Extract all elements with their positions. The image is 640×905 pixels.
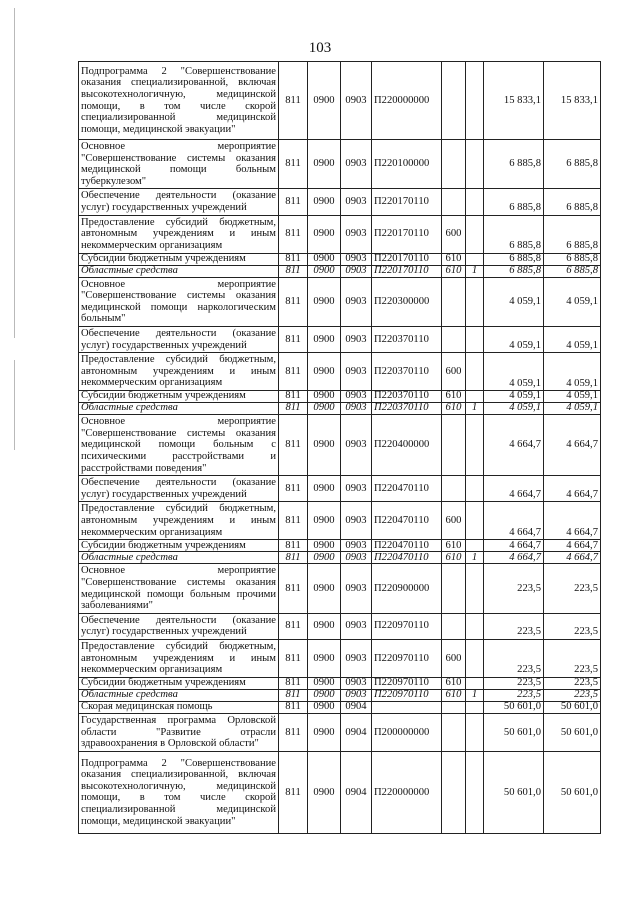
cell-gr: 811	[279, 62, 308, 140]
cell-csr: П220370110	[372, 353, 442, 391]
cell-vr	[442, 189, 466, 215]
cell-rz: 0900	[308, 564, 341, 613]
cell-rz: 0900	[308, 215, 341, 253]
page-number: 103	[308, 40, 332, 56]
cell-gr: 811	[279, 189, 308, 215]
cell-sum1: 223,5	[484, 677, 544, 689]
cell-csr: П220370110	[372, 403, 442, 415]
row-name: Субсидии бюджетным учреждениям	[79, 391, 279, 403]
cell-vr: 610	[442, 677, 466, 689]
table-row	[79, 140, 601, 189]
table-row	[79, 403, 601, 415]
table-row	[79, 277, 601, 326]
cell-src	[466, 277, 484, 326]
cell-sum2: 6 885,8	[544, 140, 601, 189]
cell-src: 1	[466, 265, 484, 277]
table-row	[79, 751, 601, 833]
cell-sum2: 6 885,8	[544, 253, 601, 265]
cell-sum2: 4 059,1	[544, 391, 601, 403]
budget-table	[78, 61, 601, 834]
cell-sum1: 15 833,1	[484, 62, 544, 140]
cell-pr: 0903	[341, 215, 372, 253]
cell-sum1: 6 885,8	[484, 265, 544, 277]
cell-csr: П220470110	[372, 540, 442, 552]
cell-sum1: 4 059,1	[484, 326, 544, 352]
cell-vr	[442, 415, 466, 476]
cell-sum2: 6 885,8	[544, 265, 601, 277]
cell-gr: 811	[279, 403, 308, 415]
row-name: Скорая медицинская помощь	[79, 701, 279, 713]
cell-csr: П220170110	[372, 253, 442, 265]
table-row	[79, 502, 601, 540]
row-name: Основное мероприятие "Совершенствование системы оказания медицинской помощи больным с психическими расстройствами и расстройствами поведения"	[79, 415, 279, 476]
cell-rz: 0900	[308, 326, 341, 352]
table-row	[79, 564, 601, 613]
cell-sum2: 6 885,8	[544, 215, 601, 253]
table-row	[79, 189, 601, 215]
cell-gr: 811	[279, 639, 308, 677]
cell-sum1: 6 885,8	[484, 140, 544, 189]
cell-pr: 0903	[341, 253, 372, 265]
cell-gr: 811	[279, 253, 308, 265]
cell-gr: 811	[279, 677, 308, 689]
cell-pr: 0903	[341, 476, 372, 502]
cell-gr: 811	[279, 140, 308, 189]
cell-csr: П220000000	[372, 751, 442, 833]
table-row	[79, 701, 601, 713]
cell-rz: 0900	[308, 502, 341, 540]
cell-vr: 600	[442, 353, 466, 391]
cell-gr: 811	[279, 552, 308, 564]
table-row	[79, 265, 601, 277]
cell-sum2: 223,5	[544, 639, 601, 677]
cell-vr	[442, 564, 466, 613]
cell-pr: 0903	[341, 140, 372, 189]
cell-sum2: 4 059,1	[544, 326, 601, 352]
cell-gr: 811	[279, 391, 308, 403]
cell-sum1: 4 059,1	[484, 403, 544, 415]
cell-sum2: 4 059,1	[544, 353, 601, 391]
cell-csr: П220170110	[372, 265, 442, 277]
cell-csr: П220370110	[372, 326, 442, 352]
cell-vr: 610	[442, 391, 466, 403]
cell-rz: 0900	[308, 189, 341, 215]
cell-gr: 811	[279, 689, 308, 701]
cell-sum2: 223,5	[544, 564, 601, 613]
cell-src	[466, 639, 484, 677]
cell-sum2: 4 664,7	[544, 476, 601, 502]
table-row	[79, 353, 601, 391]
table-row	[79, 639, 601, 677]
cell-gr: 811	[279, 751, 308, 833]
row-name: Субсидии бюджетным учреждениям	[79, 540, 279, 552]
cell-sum1: 4 664,7	[484, 540, 544, 552]
cell-pr: 0903	[341, 502, 372, 540]
cell-src: 1	[466, 689, 484, 701]
table-row	[79, 253, 601, 265]
cell-csr: П220370110	[372, 391, 442, 403]
cell-gr: 811	[279, 713, 308, 751]
cell-rz: 0900	[308, 613, 341, 639]
cell-src	[466, 502, 484, 540]
row-name: Предоставление субсидий бюджетным, автономным учреждениям и иным некоммерческим организациям	[79, 639, 279, 677]
cell-gr: 811	[279, 701, 308, 713]
cell-sum2: 4 664,7	[544, 552, 601, 564]
cell-vr	[442, 713, 466, 751]
cell-src	[466, 391, 484, 403]
cell-rz: 0900	[308, 552, 341, 564]
cell-sum1: 50 601,0	[484, 701, 544, 713]
cell-vr	[442, 140, 466, 189]
cell-vr	[442, 62, 466, 140]
row-name: Обеспечение деятельности (оказание услуг) государственных учреждений	[79, 326, 279, 352]
cell-rz: 0900	[308, 476, 341, 502]
cell-csr: П220970110	[372, 677, 442, 689]
table-row	[79, 326, 601, 352]
cell-gr: 811	[279, 502, 308, 540]
cell-pr: 0903	[341, 189, 372, 215]
cell-csr: П220900000	[372, 564, 442, 613]
row-name: Подпрограмма 2 "Совершенствование оказания специализированной, включая высокотехнологичную, медицинской помощи, в том числе скорой специализированной медицинской помощи, медицинской эвакуации"	[79, 62, 279, 140]
cell-pr: 0903	[341, 353, 372, 391]
cell-src	[466, 564, 484, 613]
cell-sum2: 4 059,1	[544, 277, 601, 326]
cell-sum1: 6 885,8	[484, 253, 544, 265]
cell-src	[466, 677, 484, 689]
cell-src: 1	[466, 403, 484, 415]
cell-rz: 0900	[308, 265, 341, 277]
cell-pr: 0903	[341, 415, 372, 476]
cell-src	[466, 253, 484, 265]
cell-gr: 811	[279, 353, 308, 391]
cell-src	[466, 353, 484, 391]
row-name: Обеспечение деятельности (оказание услуг) государственных учреждений	[79, 189, 279, 215]
cell-vr: 610	[442, 403, 466, 415]
table-row	[79, 62, 601, 140]
table-row	[79, 391, 601, 403]
cell-sum1: 6 885,8	[484, 189, 544, 215]
table-body	[79, 62, 601, 834]
cell-vr: 610	[442, 265, 466, 277]
cell-rz: 0900	[308, 751, 341, 833]
row-name: Обеспечение деятельности (оказание услуг) государственных учреждений	[79, 476, 279, 502]
row-name: Основное мероприятие "Совершенствование системы оказания медицинской помощи больным прочими заболеваниями"	[79, 564, 279, 613]
row-name: Субсидии бюджетным учреждениям	[79, 253, 279, 265]
cell-sum2: 223,5	[544, 689, 601, 701]
cell-pr: 0904	[341, 713, 372, 751]
cell-sum1: 4 059,1	[484, 391, 544, 403]
table-row	[79, 552, 601, 564]
row-name: Государственная программа Орловской области "Развитие отрасли здравоохранения в Орловской области"	[79, 713, 279, 751]
cell-rz: 0900	[308, 540, 341, 552]
cell-sum1: 223,5	[484, 639, 544, 677]
cell-pr: 0904	[341, 751, 372, 833]
cell-vr	[442, 751, 466, 833]
cell-sum2: 223,5	[544, 677, 601, 689]
cell-src	[466, 415, 484, 476]
cell-pr: 0903	[341, 391, 372, 403]
cell-sum2: 4 664,7	[544, 415, 601, 476]
cell-pr: 0903	[341, 564, 372, 613]
cell-sum2: 50 601,0	[544, 701, 601, 713]
cell-sum1: 4 664,7	[484, 552, 544, 564]
cell-sum1: 4 664,7	[484, 502, 544, 540]
cell-gr: 811	[279, 415, 308, 476]
cell-rz: 0900	[308, 639, 341, 677]
cell-sum2: 4 059,1	[544, 403, 601, 415]
cell-vr	[442, 613, 466, 639]
row-name: Обеспечение деятельности (оказание услуг) государственных учреждений	[79, 613, 279, 639]
cell-src	[466, 713, 484, 751]
cell-csr: П220970110	[372, 613, 442, 639]
cell-vr: 610	[442, 540, 466, 552]
cell-src	[466, 751, 484, 833]
table-row	[79, 415, 601, 476]
cell-pr: 0904	[341, 701, 372, 713]
cell-vr: 610	[442, 552, 466, 564]
table-row	[79, 677, 601, 689]
cell-gr: 811	[279, 326, 308, 352]
cell-csr: П220470110	[372, 552, 442, 564]
cell-sum2: 223,5	[544, 613, 601, 639]
cell-src	[466, 476, 484, 502]
cell-rz: 0900	[308, 689, 341, 701]
row-name: Предоставление субсидий бюджетным, автономным учреждениям и иным некоммерческим организациям	[79, 353, 279, 391]
cell-sum2: 50 601,0	[544, 751, 601, 833]
cell-vr	[442, 326, 466, 352]
cell-src	[466, 701, 484, 713]
row-name: Предоставление субсидий бюджетным, автономным учреждениям и иным некоммерческим организациям	[79, 215, 279, 253]
row-name: Субсидии бюджетным учреждениям	[79, 677, 279, 689]
scan-margin-line	[14, 8, 15, 338]
cell-gr: 811	[279, 613, 308, 639]
cell-src	[466, 326, 484, 352]
cell-rz: 0900	[308, 277, 341, 326]
cell-pr: 0903	[341, 403, 372, 415]
cell-rz: 0900	[308, 701, 341, 713]
cell-rz: 0900	[308, 391, 341, 403]
row-name: Областные средства	[79, 689, 279, 701]
cell-csr: П220170110	[372, 189, 442, 215]
table-row	[79, 689, 601, 701]
row-name: Основное мероприятие "Совершенствование системы оказания медицинской помощи больным туберкулезом"	[79, 140, 279, 189]
cell-sum1: 223,5	[484, 613, 544, 639]
row-name: Областные средства	[79, 265, 279, 277]
table-row	[79, 713, 601, 751]
cell-sum1: 4 664,7	[484, 415, 544, 476]
cell-sum1: 50 601,0	[484, 751, 544, 833]
table-row	[79, 215, 601, 253]
cell-csr: П220970110	[372, 689, 442, 701]
cell-rz: 0900	[308, 353, 341, 391]
cell-pr: 0903	[341, 677, 372, 689]
cell-pr: 0903	[341, 62, 372, 140]
cell-vr: 610	[442, 253, 466, 265]
cell-vr	[442, 277, 466, 326]
cell-rz: 0900	[308, 677, 341, 689]
cell-src	[466, 613, 484, 639]
cell-src	[466, 140, 484, 189]
cell-sum1: 4 664,7	[484, 476, 544, 502]
cell-vr: 600	[442, 639, 466, 677]
cell-gr: 811	[279, 265, 308, 277]
cell-sum1: 4 059,1	[484, 353, 544, 391]
cell-vr	[442, 476, 466, 502]
cell-src: 1	[466, 552, 484, 564]
cell-csr	[372, 701, 442, 713]
scan-margin-line	[14, 360, 15, 450]
row-name: Областные средства	[79, 403, 279, 415]
cell-csr: П220970110	[372, 639, 442, 677]
cell-src	[466, 189, 484, 215]
cell-rz: 0900	[308, 140, 341, 189]
cell-csr: П220470110	[372, 476, 442, 502]
cell-src	[466, 62, 484, 140]
cell-sum1: 4 059,1	[484, 277, 544, 326]
cell-pr: 0903	[341, 552, 372, 564]
cell-vr: 600	[442, 215, 466, 253]
cell-gr: 811	[279, 564, 308, 613]
cell-src	[466, 540, 484, 552]
cell-csr: П220400000	[372, 415, 442, 476]
cell-sum1: 50 601,0	[484, 713, 544, 751]
cell-pr: 0903	[341, 639, 372, 677]
row-name: Основное мероприятие "Совершенствование системы оказания медицинской помощи наркологическим больным"	[79, 277, 279, 326]
cell-vr: 600	[442, 502, 466, 540]
cell-pr: 0903	[341, 689, 372, 701]
row-name: Областные средства	[79, 552, 279, 564]
cell-pr: 0903	[341, 265, 372, 277]
row-name: Предоставление субсидий бюджетным, автономным учреждениям и иным некоммерческим организациям	[79, 502, 279, 540]
cell-pr: 0903	[341, 540, 372, 552]
cell-gr: 811	[279, 277, 308, 326]
cell-rz: 0900	[308, 415, 341, 476]
cell-rz: 0900	[308, 713, 341, 751]
cell-sum2: 50 601,0	[544, 713, 601, 751]
cell-sum2: 15 833,1	[544, 62, 601, 140]
cell-rz: 0900	[308, 253, 341, 265]
row-name: Подпрограмма 2 "Совершенствование оказания специализированной, включая высокотехнологичную, медицинской помощи, в том числе скорой специализированной медицинской помощи, медицинской эвакуации"	[79, 751, 279, 833]
cell-pr: 0903	[341, 277, 372, 326]
cell-vr: 610	[442, 689, 466, 701]
cell-pr: 0903	[341, 326, 372, 352]
cell-rz: 0900	[308, 403, 341, 415]
table-row	[79, 613, 601, 639]
cell-src	[466, 215, 484, 253]
cell-sum2: 4 664,7	[544, 502, 601, 540]
cell-csr: П220100000	[372, 140, 442, 189]
cell-pr: 0903	[341, 613, 372, 639]
cell-sum2: 4 664,7	[544, 540, 601, 552]
cell-csr: П220470110	[372, 502, 442, 540]
cell-sum1: 223,5	[484, 689, 544, 701]
cell-rz: 0900	[308, 62, 341, 140]
cell-sum1: 6 885,8	[484, 215, 544, 253]
cell-gr: 811	[279, 215, 308, 253]
cell-sum1: 223,5	[484, 564, 544, 613]
cell-csr: П200000000	[372, 713, 442, 751]
cell-gr: 811	[279, 540, 308, 552]
table-row	[79, 540, 601, 552]
cell-csr: П220000000	[372, 62, 442, 140]
cell-csr: П220170110	[372, 215, 442, 253]
cell-gr: 811	[279, 476, 308, 502]
cell-vr	[442, 701, 466, 713]
table-row	[79, 476, 601, 502]
cell-csr: П220300000	[372, 277, 442, 326]
cell-sum2: 6 885,8	[544, 189, 601, 215]
